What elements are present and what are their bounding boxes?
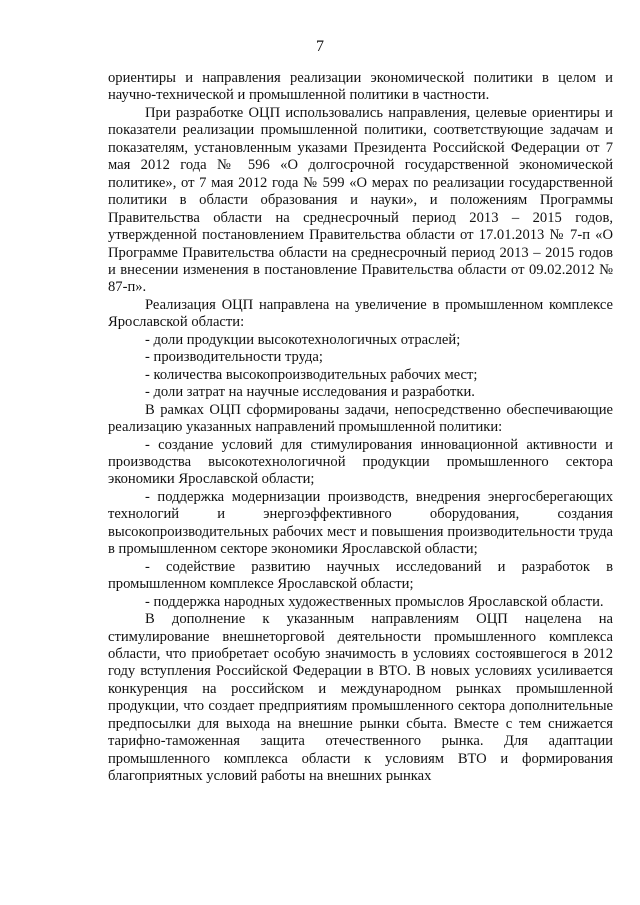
list-item: - поддержка народных художественных промыслов Ярославской области. — [145, 593, 604, 610]
list-item: - содействие развитию научных исследований и разработок в промышленном комплексе Ярославской области; — [108, 558, 613, 593]
paragraph-foreign-trade: В дополнение к указанным направлениям ОЦП нацелена на стимулирование внешнеторговой деятельности промышленного комплекса области, что приобретает особую значимость в условиях состоявшегося в 2012 году вступления Российской Федерации в ВТО. В новых условиях усиливается конкуренция на российском и международном рынках промышленной продукции, что создает предприятиям промышленного сектора дополнительные предпосылки для выхода на внешние рынки сбыта. Вместе с тем снижается тарифно-таможенная защита отечественного рынка. Для адаптации промышленного комплекса области к условиям ВТО и формирования благоприятных условий работы на внешних рынках — [108, 611, 613, 785]
paragraph-implementation-aims: Реализация ОЦП направлена на увеличение в промышленном комплексе Ярославской области: — [108, 296, 613, 331]
paragraph-tasks-intro: В рамках ОЦП сформированы задачи, непосредственно обеспечивающие реализацию указанных направлений промышленной политики: — [108, 401, 613, 436]
paragraph-development-basis: При разработке ОЦП использовались направления, целевые ориентиры и показатели реализации промышленной политики, соответствующие задачам и показателям, установленным указами Президента Российской Федерации от 7 мая 2012 года № 596 «О долгосрочной государственной экономической политике», от 7 мая 2012 года № 599 «О мерах по реализации государственной политики в области образования и науки», и положениям Программы Правительства области на среднесрочный период 2013 – 2015 годов, утвержденной постановлением Правительства области от 17.01.2013 № 7-п «О Программе Правительства области на среднесрочный период 2013 – 2015 годов и внесении изменения в постановление Правительства области от 09.02.2012 № 87-п». — [108, 104, 613, 296]
list-item: - количества высокопроизводительных рабочих мест; — [145, 366, 478, 383]
list-item: - производительности труда; — [145, 349, 323, 366]
list-item: - поддержка модернизации производств, внедрения энергосберегающих технологий и энергоэффективного оборудования, создания высокопроизводительных рабочих мест и повышения производительности труда в промышленном секторе экономики Ярославской области; — [108, 488, 613, 558]
page-number: 7 — [316, 38, 324, 55]
list-item: - доли продукции высокотехнологичных отраслей; — [145, 331, 461, 348]
list-item: - создание условий для стимулирования инновационной активности и производства высокотехнологичной продукции промышленного сектора экономики Ярославской области; — [108, 436, 613, 488]
paragraph-continuation: ориентиры и направления реализации экономической политики в целом и научно-технической и промышленной политики в частности. — [108, 70, 613, 104]
document-body — [108, 70, 613, 786]
list-item: - доли затрат на научные исследования и разработки. — [145, 384, 475, 401]
